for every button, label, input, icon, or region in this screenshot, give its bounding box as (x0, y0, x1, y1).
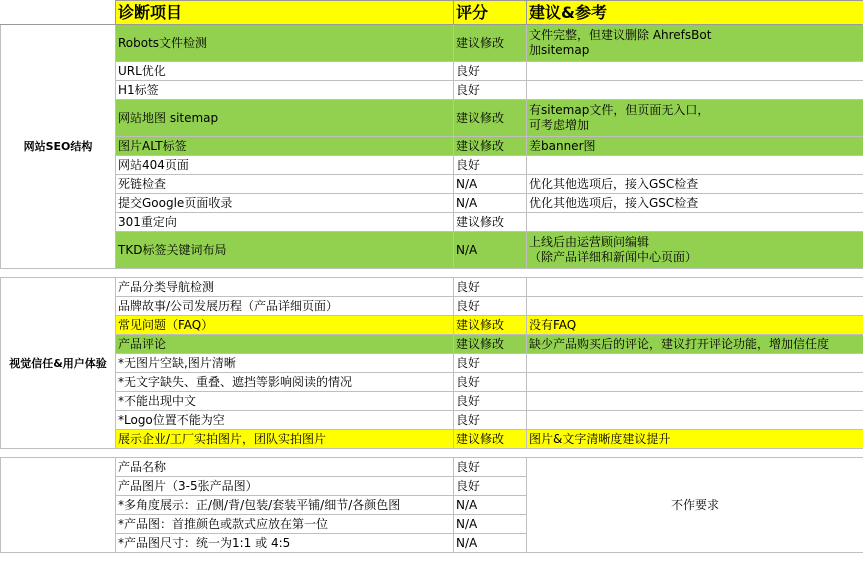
row-advice: 有sitemap文件，但页面无入口， 可考虑增加 (527, 100, 863, 137)
row-item: 301重定向 (116, 213, 454, 232)
section-divider (1, 269, 863, 278)
row-item: H1标签 (116, 81, 454, 100)
row-item: 常见问题（FAQ） (116, 316, 454, 335)
table-row (1, 156, 863, 175)
row-item: *无图片空缺,图片清晰 (116, 354, 454, 373)
row-advice (527, 278, 863, 297)
row-score: 建议修改 (454, 335, 527, 354)
table-header (1, 1, 863, 25)
table-row (1, 62, 863, 81)
table-row (1, 25, 863, 62)
row-score: 良好 (454, 81, 527, 100)
row-item: 产品名称 (116, 458, 454, 477)
row-score: 良好 (454, 411, 527, 430)
row-advice: 优化其他选项后，接入GSC检查 (527, 175, 863, 194)
row-advice: 文件完整，但建议删除 AhrefsBot 加sitemap (527, 25, 863, 62)
row-item: 产品图片（3-5张产品图） (116, 477, 454, 496)
row-item: *Logo位置不能为空 (116, 411, 454, 430)
row-advice: 优化其他选项后，接入GSC检查 (527, 194, 863, 213)
section-title: 网站SEO结构 (1, 25, 116, 269)
table-row (1, 373, 863, 392)
row-score: 良好 (454, 156, 527, 175)
header-score: 评分 (454, 1, 527, 25)
row-advice: 图片&文字清晰度建议提升 (527, 430, 863, 449)
section3-advice: 不作要求 (527, 458, 863, 553)
row-item: Robots文件检测 (116, 25, 454, 62)
table-row (1, 278, 863, 297)
header-item: 诊断项目 (116, 1, 454, 25)
table-row (1, 232, 863, 269)
section-divider (1, 449, 863, 458)
row-advice (527, 213, 863, 232)
table-row (1, 458, 863, 477)
row-item: 品牌故事/公司发展历程（产品详细页面） (116, 297, 454, 316)
row-score: 建议修改 (454, 100, 527, 137)
table-row (1, 430, 863, 449)
row-advice (527, 373, 863, 392)
row-item: *不能出现中文 (116, 392, 454, 411)
table-row (1, 354, 863, 373)
row-score: 良好 (454, 297, 527, 316)
row-score: 良好 (454, 392, 527, 411)
row-item: 提交Google页面收录 (116, 194, 454, 213)
table-row (1, 137, 863, 156)
row-item: *无文字缺失、重叠、遮挡等影响阅读的情况 (116, 373, 454, 392)
row-score: 良好 (454, 373, 527, 392)
table-row (1, 81, 863, 100)
table-row (1, 175, 863, 194)
row-item: URL优化 (116, 62, 454, 81)
section-title: 视觉信任&用户体验 (1, 278, 116, 449)
table-row (1, 392, 863, 411)
row-score: 良好 (454, 62, 527, 81)
row-score: 建议修改 (454, 316, 527, 335)
row-score: N/A (454, 194, 527, 213)
table-row (1, 297, 863, 316)
row-score: N/A (454, 232, 527, 269)
row-score: N/A (454, 496, 527, 515)
row-advice: 上线后由运营顾问编辑 （除产品详细和新闻中心页面） (527, 232, 863, 269)
row-score: N/A (454, 515, 527, 534)
table-row (1, 194, 863, 213)
row-advice (527, 81, 863, 100)
row-score: 良好 (454, 477, 527, 496)
row-score: 良好 (454, 458, 527, 477)
row-item: *多角度展示：正/侧/背/包装/套装平铺/细节/各颜色图 (116, 496, 454, 515)
row-item: 死链检查 (116, 175, 454, 194)
row-score: N/A (454, 534, 527, 553)
table-row (1, 411, 863, 430)
table-row (1, 335, 863, 354)
section-title (1, 458, 116, 553)
row-item: 展示企业/工厂实拍图片，团队实拍图片 (116, 430, 454, 449)
row-item: 产品评论 (116, 335, 454, 354)
row-advice: 差banner图 (527, 137, 863, 156)
row-advice (527, 392, 863, 411)
row-score: 建议修改 (454, 430, 527, 449)
row-item: *产品图尺寸：统一为1:1 或 4:5 (116, 534, 454, 553)
row-score: 良好 (454, 354, 527, 373)
row-item: 网站404页面 (116, 156, 454, 175)
table-row (1, 316, 863, 335)
row-advice (527, 156, 863, 175)
row-advice: 没有FAQ (527, 316, 863, 335)
row-score: 建议修改 (454, 137, 527, 156)
row-score: 建议修改 (454, 25, 527, 62)
table-row (1, 213, 863, 232)
row-item: TKD标签关键词布局 (116, 232, 454, 269)
row-advice (527, 411, 863, 430)
row-advice (527, 62, 863, 81)
header-advice: 建议&参考 (527, 1, 863, 25)
row-score: 建议修改 (454, 213, 527, 232)
table-row (1, 100, 863, 137)
row-advice: 缺少产品购买后的评论，建议打开评论功能，增加信任度 (527, 335, 863, 354)
row-advice (527, 297, 863, 316)
row-advice (527, 354, 863, 373)
row-score: N/A (454, 175, 527, 194)
row-item: 产品分类导航检测 (116, 278, 454, 297)
row-item: 图片ALT标签 (116, 137, 454, 156)
row-item: *产品图：首推颜色或款式应放在第一位 (116, 515, 454, 534)
row-score: 良好 (454, 278, 527, 297)
row-item: 网站地图 sitemap (116, 100, 454, 137)
